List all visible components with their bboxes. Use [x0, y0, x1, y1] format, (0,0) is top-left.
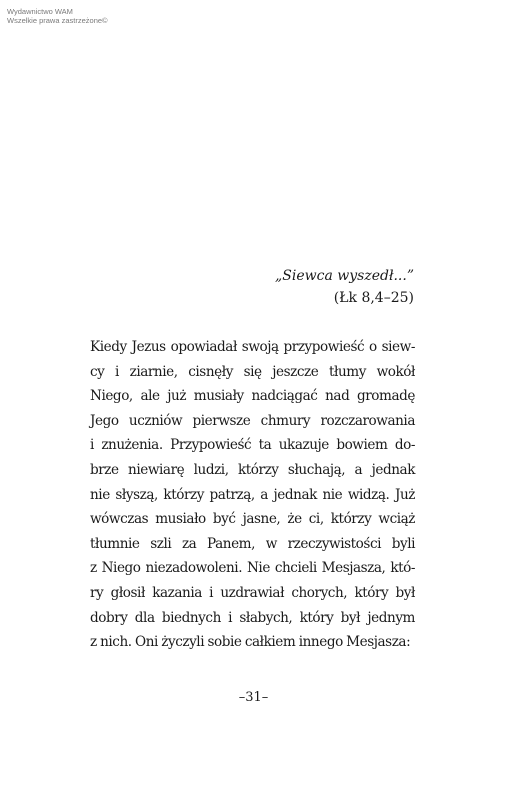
text-line: cy i ziarnie, cisnęły się jeszcze tłumy wokół: [90, 363, 415, 380]
text-line: z Niego niezadowoleni. Nie chcieli Mesjasza, któ-: [90, 560, 415, 577]
text-line: nie słyszą, którzy patrzą, a jednak nie widzą. Już: [90, 486, 415, 503]
text-line: Kiedy Jezus opowiadał swoją przypowieść o siew-: [90, 339, 415, 355]
page-number: –31–: [238, 690, 269, 705]
text-line: i znużenia. Przypowieść ta ukazuje bowiem do-: [90, 437, 415, 454]
text-line: tłumnie szli za Panem, w rzeczywistości byli: [90, 535, 415, 552]
text-line: z nich. Oni życzyli sobie całkiem innego Mesjasza:: [90, 634, 411, 651]
text-line: dobry dla biednych i słabych, który był jednym: [90, 609, 415, 626]
publisher-watermark: [7, 7, 108, 25]
rights-notice: Wszelkie prawa zastrzeżone©: [7, 16, 108, 25]
text-line: Jego uczniów pierwsze chmury rozczarowania: [90, 412, 415, 429]
text-line: brze niewiarę ludzi, którzy słuchają, a jednak: [90, 461, 415, 478]
scripture-reference: (Łk 8,4–25): [333, 290, 414, 306]
text-line: Niego, ale już musiały nadciągać nad gromadę: [90, 388, 415, 405]
body-paragraph: [90, 335, 415, 655]
chapter-heading: [275, 265, 414, 309]
publisher-name: Wydawnictwo WAM: [7, 7, 73, 16]
text-line: wówczas musiało być jasne, że ci, którzy wciąż: [90, 511, 415, 528]
chapter-title-quote: „Siewca wyszedł...”: [275, 268, 414, 284]
text-line: ry głosił kazania i uzdrawiał chorych, który był: [90, 584, 415, 601]
